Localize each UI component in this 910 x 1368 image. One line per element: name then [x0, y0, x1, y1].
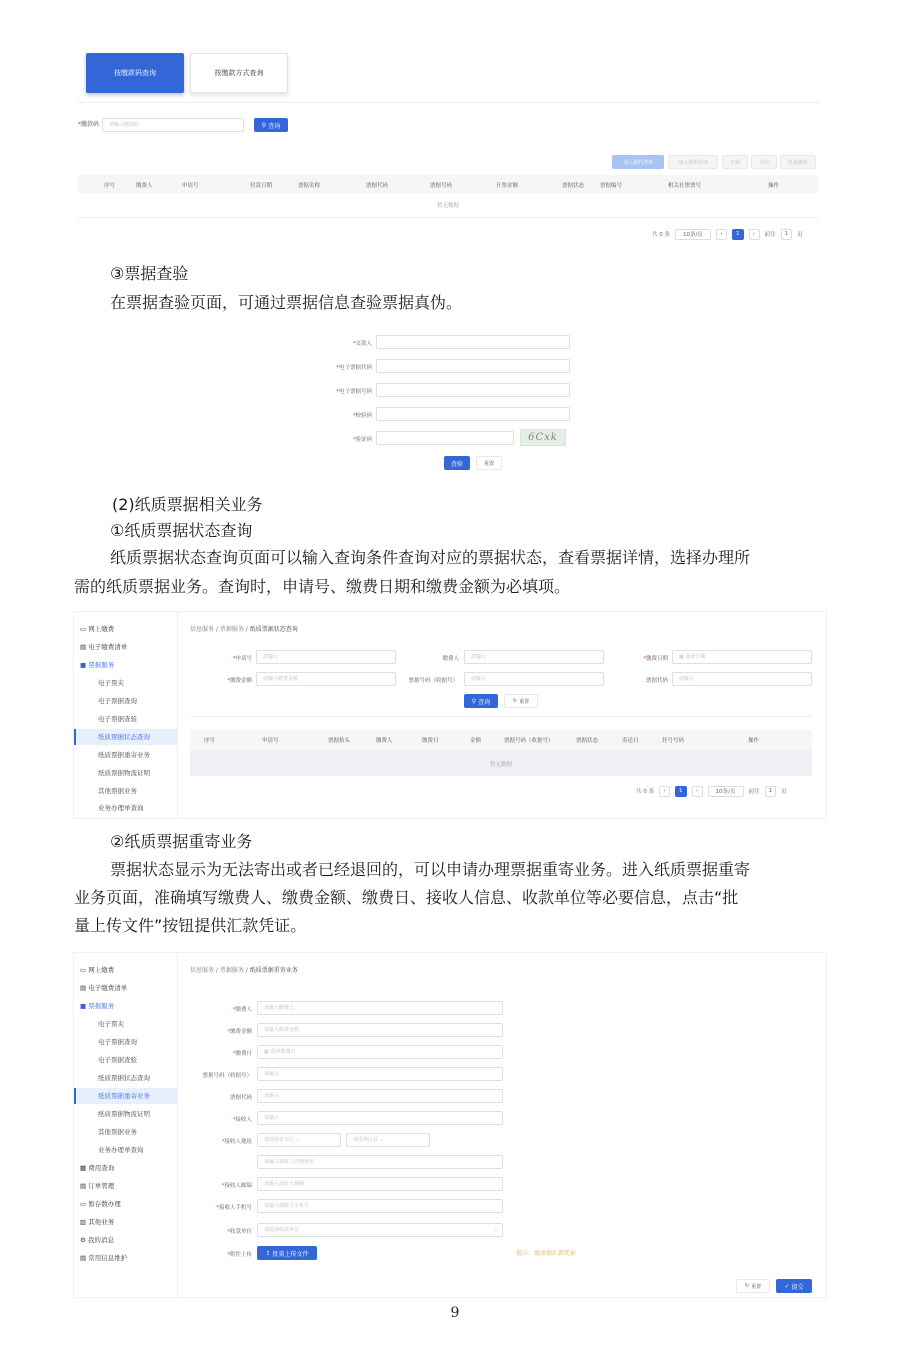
page-number: 9	[450, 1305, 460, 1321]
reset-button[interactable]: 重置	[476, 456, 502, 470]
col-header: 票据抬头	[328, 738, 351, 744]
divider	[190, 716, 812, 717]
search-icon: ⚲	[261, 121, 267, 129]
field-label: 票据代码	[645, 678, 668, 684]
sidebar-item[interactable]: ▭ 暂存数办理	[80, 1200, 121, 1208]
sidebar-subitem[interactable]: 纸质票据状态查询	[98, 1074, 150, 1082]
bill-query-screenshot	[74, 45, 824, 245]
field-label: *收款单位	[227, 1229, 252, 1235]
goto-unit: 页	[797, 232, 803, 238]
add-list-button[interactable]: 加入清单存证	[668, 155, 718, 169]
section-title	[74, 953, 826, 960]
col-header: 票据名称	[298, 183, 321, 189]
batch-upload-button[interactable]: ⇪ 批量上传文件	[257, 1246, 317, 1260]
field-label: *电子票据代码	[336, 365, 372, 371]
col-header: 申请号	[182, 183, 199, 189]
paragraph: 票据状态显示为无法寄出或者已经退回的，可以申请办理票据重寄业务。进入纸质票据重寄	[110, 860, 751, 879]
tab-query-by-method[interactable]: 按缴款方式查询	[190, 53, 288, 93]
batch-button[interactable]: 批量操作	[780, 155, 816, 169]
empty-text: 暂无数据	[489, 762, 512, 768]
col-header: 寄送日	[622, 738, 639, 744]
query-button[interactable]: ⚲ 查询	[464, 694, 498, 708]
goto-input[interactable]: 1	[781, 229, 793, 240]
goto-label: 前往	[748, 789, 760, 795]
bill-code-input[interactable]: 请输入	[257, 1089, 503, 1103]
paper-bill-resend-screenshot	[74, 953, 826, 1297]
field-label: *缴款码	[78, 121, 100, 128]
paragraph: 在票据查验页面，可通过票据信息查验票据真伪。	[110, 293, 463, 312]
field-label: *校验码	[352, 413, 372, 419]
zipcode-input[interactable]: 请输入接收人邮编	[257, 1177, 503, 1191]
col-header: 票据状态	[562, 183, 585, 189]
bill-number-input[interactable]	[376, 383, 570, 397]
prev-page-button[interactable]: ‹	[716, 229, 727, 240]
pagination	[636, 785, 787, 797]
apply-no-input[interactable]: 请输入	[256, 650, 396, 664]
sidebar-item-e-bill-list[interactable]: ▤ 电子缴费清单	[80, 984, 128, 992]
address-detail-input[interactable]: 请输入接收人详细地址	[257, 1155, 503, 1169]
total-count: 共 0 条	[652, 232, 670, 238]
col-header: 操作	[768, 183, 780, 189]
paragraph: 业务页面，准确填写缴费人、缴费金额、缴费日、接收人信息、收款单位等必要信息，点击“批	[74, 888, 739, 907]
download-button[interactable]: 下载	[722, 155, 748, 169]
calendar-icon: ▦	[264, 1049, 271, 1055]
col-header: 票据号码（收据号）	[504, 738, 554, 744]
payer-input[interactable]: 请输入	[464, 650, 604, 664]
chevron-down-icon: ⌄	[493, 1227, 498, 1233]
export-button[interactable]: 导出	[751, 155, 777, 169]
sidebar-item[interactable]: ▤ 订单管理	[80, 1182, 115, 1190]
field-label: *电子票据号码	[336, 389, 372, 395]
col-header: 票据状态	[576, 738, 599, 744]
reset-button[interactable]: ↻ 重置	[504, 694, 538, 708]
amount-input[interactable]: 请输入缴费金额	[257, 1023, 503, 1037]
bill-verify-screenshot	[330, 328, 580, 478]
page-size-select[interactable]: 10条/页	[675, 229, 711, 240]
captcha-input[interactable]	[376, 431, 514, 445]
goto-label: 前往	[764, 232, 776, 238]
search-icon: ⚲	[471, 697, 477, 705]
col-header: 金额	[470, 738, 482, 744]
next-page-button[interactable]: ›	[749, 229, 760, 240]
sidebar-subitem[interactable]: 电子票夹	[98, 679, 124, 687]
payee-select[interactable]: 请选择收款单位 ⌄	[257, 1223, 503, 1237]
col-header: 相关社票票号	[668, 183, 702, 189]
field-label: *缴费金额	[227, 1029, 252, 1035]
submit-button[interactable]: ✓ 提交	[776, 1279, 812, 1293]
field-label: *接收人邮编	[221, 1183, 252, 1189]
paragraph: 需的纸质票据业务。查询时，申请号、缴费日期和缴费金额为必填项。	[74, 577, 571, 596]
code-input[interactable]: 请输入缴款码	[102, 118, 244, 132]
address-province-select[interactable]: 请选择省市区 ⌄	[257, 1133, 341, 1147]
sidebar-subitem[interactable]: 电子票据查验	[98, 715, 137, 723]
captcha-image[interactable]: 6Cxk	[520, 429, 566, 446]
field-label: *附件上传	[227, 1252, 252, 1258]
pagination	[652, 228, 803, 240]
bill-code-input[interactable]	[376, 359, 570, 373]
bill-no-input[interactable]: 请输入	[464, 672, 604, 686]
total-count: 共 0 条	[636, 789, 654, 795]
sidebar-subitem[interactable]: 电子票据查验	[98, 1056, 137, 1064]
sidebar-item-e-bill-list[interactable]: ▤ 电子缴费清单	[80, 643, 128, 651]
sidebar-item[interactable]: ▤ 常用信息维护	[80, 1254, 128, 1262]
payer-input[interactable]: 请输入缴费人	[257, 1001, 503, 1015]
refresh-icon: ↻	[512, 698, 518, 704]
sidebar-subitem-active[interactable]: 纸质票据状态查询	[98, 733, 150, 741]
paragraph: 纸质票据状态查询页面可以输入查询条件查询对应的票据状态，查看票据详情，选择办理所	[110, 548, 751, 567]
phone-input[interactable]: 请输入接收人手机号	[257, 1199, 503, 1213]
field-label: *缴费日	[232, 1051, 252, 1057]
goto-input[interactable]: 1	[765, 786, 777, 797]
breadcrumb: 信息服务 / 票据服务 / 纸质票据状态查询	[190, 626, 298, 633]
sidebar-item[interactable]: ⚙ 我的消息	[80, 1236, 114, 1244]
amount-input[interactable]: 请输入缴费金额	[256, 672, 396, 686]
chevron-down-icon: ⌄	[379, 1137, 384, 1143]
sidebar-subitem[interactable]: 电子票据查询	[98, 1038, 137, 1046]
upload-icon: ⇪	[265, 1249, 271, 1257]
col-header: 挂号号码	[662, 738, 685, 744]
receiver-input[interactable]: 请输入	[257, 1111, 503, 1125]
sidebar-item-online-pay[interactable]: ▭ 网上缴费	[80, 966, 115, 974]
divider	[78, 217, 818, 218]
sidebar-subitem[interactable]: 电子票据查询	[98, 697, 137, 705]
reset-button[interactable]: ↻ 重置	[736, 1279, 770, 1293]
sub-heading: ②纸质票据重寄业务	[110, 832, 253, 851]
bill-no-input[interactable]: 请输入	[257, 1067, 503, 1081]
sidebar	[74, 612, 178, 818]
section-heading: ③票据查验	[110, 264, 189, 283]
upload-tip: 提示：请添加汇款凭证	[516, 1250, 577, 1257]
field-label: *申请号	[232, 656, 252, 662]
payer-input[interactable]	[376, 335, 570, 349]
page-button[interactable]: 1	[732, 229, 744, 240]
check-icon: ✓	[784, 1282, 790, 1290]
sidebar-subitem[interactable]: 纸质票据物流证明	[98, 1110, 150, 1118]
sidebar-item-bill-service[interactable]: ■ 票据服务	[80, 1002, 115, 1010]
breadcrumb: 信息服务 / 票据服务 / 纸质票据重寄业务	[190, 967, 298, 974]
divider	[78, 102, 820, 103]
paper-bill-status-screenshot	[74, 612, 826, 818]
field-label: 票据号码（收据号）	[408, 678, 458, 684]
field-label: *验证码	[352, 437, 372, 443]
col-header: 票据号码	[430, 183, 453, 189]
field-label: *接收人手机号	[216, 1205, 252, 1211]
field-label: *缴费人	[232, 1007, 252, 1013]
field-label: *缴费日期	[643, 656, 668, 662]
table-header	[78, 175, 818, 193]
calendar-icon: ▦	[679, 654, 686, 660]
page-size-select[interactable]: 10条/页	[708, 786, 744, 797]
page-button[interactable]: 1	[675, 786, 687, 797]
col-header: 票据编号	[600, 183, 623, 189]
sidebar-subitem[interactable]: 纸质票据物流证明	[98, 769, 150, 777]
field-label: 缴费人	[442, 656, 459, 662]
sidebar-subitem[interactable]: 业务办理单查询	[98, 1146, 144, 1154]
col-header: 开票金额	[496, 183, 519, 189]
col-header: 申请号	[262, 738, 279, 744]
paragraph: 量上传文件”按钮提供汇款凭证。	[74, 916, 307, 935]
check-code-input[interactable]	[376, 407, 570, 421]
field-label: *接收人	[232, 1117, 252, 1123]
pay-date-input[interactable]: ▦ 选择日期	[672, 650, 812, 664]
pay-date-input[interactable]: ▦ 选择缴费日	[257, 1045, 503, 1059]
field-label: 票据号码（收据号）	[202, 1073, 252, 1079]
col-header: 序号	[104, 183, 116, 189]
sidebar-subitem[interactable]: 电子票夹	[98, 1020, 124, 1028]
sidebar-subitem[interactable]: 其他票据业务	[98, 1128, 137, 1136]
prev-page-button[interactable]: ‹	[659, 786, 670, 797]
col-header: 操作	[748, 738, 760, 744]
section-heading: (2)纸质票据相关业务	[112, 495, 263, 514]
tab-query-by-code[interactable]: 按缴款码查询	[86, 53, 184, 93]
col-header: 序号	[204, 738, 216, 744]
add-reserve-button[interactable]: 加入预约清单	[612, 155, 664, 169]
sidebar-subitem[interactable]: 业务办理单查询	[98, 804, 144, 812]
sidebar-subitem-active[interactable]: 纸质票据重寄业务	[98, 1092, 150, 1100]
col-header: 票据代码	[366, 183, 389, 189]
col-header: 缴费人	[376, 738, 393, 744]
verify-button[interactable]: 查验	[444, 456, 470, 470]
sub-heading: ①纸质票据状态查询	[110, 521, 253, 540]
col-header: 缴费人	[136, 183, 153, 189]
bill-code-input[interactable]: 请输入	[672, 672, 812, 686]
sidebar	[74, 953, 178, 1297]
sidebar-subitem[interactable]: 纸质票据重寄业务	[98, 751, 150, 759]
field-label: *缴费金额	[227, 678, 252, 684]
field-label: 票据代码	[229, 1095, 252, 1101]
sidebar-item-online-pay[interactable]: ▭ 网上缴费	[80, 625, 115, 633]
empty-text: 暂无数据	[436, 203, 459, 209]
table-header	[190, 730, 812, 750]
sidebar-item[interactable]: ▥ 其他业务	[80, 1218, 115, 1226]
search-button[interactable]: ⚲ 查询	[254, 118, 288, 132]
sidebar-item-bill-service[interactable]: ■ 票据服务	[80, 661, 115, 669]
field-label: *交款人	[352, 341, 372, 347]
col-header: 付款日期	[250, 183, 273, 189]
col-header: 缴费日	[422, 738, 439, 744]
sidebar-item[interactable]: ▦ 费用查询	[80, 1164, 115, 1172]
refresh-icon: ↻	[744, 1283, 750, 1289]
sidebar-subitem[interactable]: 其他票据业务	[98, 787, 137, 795]
goto-unit: 页	[781, 789, 787, 795]
next-page-button[interactable]: ›	[692, 786, 703, 797]
chevron-down-icon: ⌄	[295, 1137, 300, 1143]
field-label: *接收人地址	[221, 1139, 252, 1145]
address-district-select[interactable]: 请选择区县 ⌄	[346, 1133, 430, 1147]
